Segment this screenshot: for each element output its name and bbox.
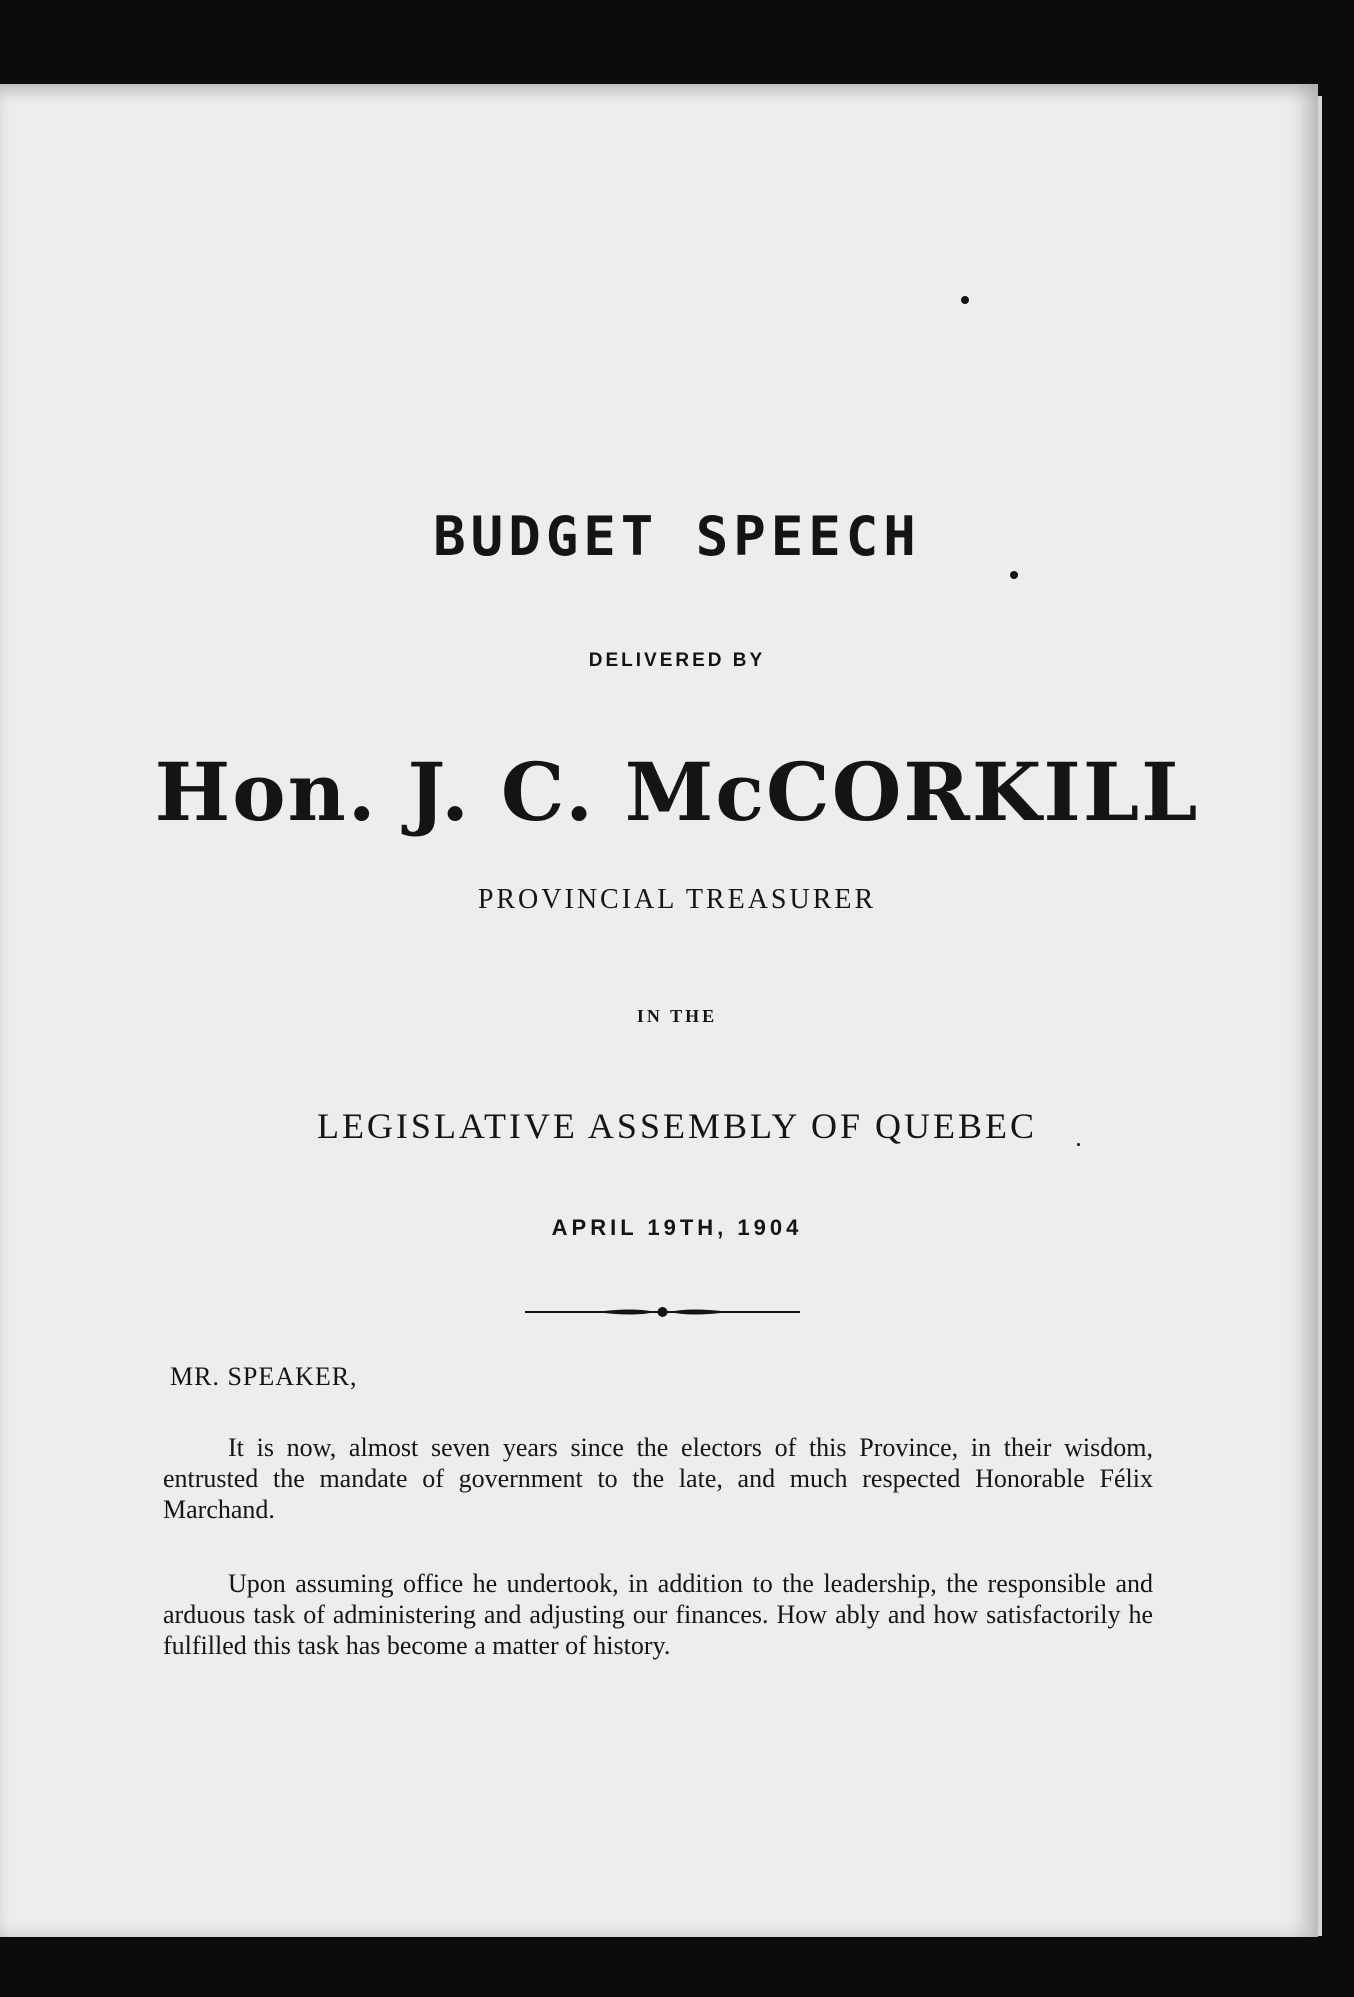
ink-speck	[1010, 571, 1018, 579]
delivered-by-line: DELIVERED BY	[588, 650, 766, 671]
ornamental-divider	[525, 1300, 800, 1324]
paragraph-2: Upon assuming office he undertook, in addition to the leadership, the responsible and arduous task of administering and adjusting our finances. How ably and how satisfactorily he fulfilled this task has become a matter of history.	[163, 1569, 1153, 1660]
ink-speck	[961, 296, 969, 304]
paragraph-1: It is now, almost seven years since the electors of this Province, in their wisdom, entrusted the mandate of government to the late, and much respected Honorable Félix Marchand.	[163, 1433, 1153, 1524]
salutation: MR. SPEAKER,	[170, 1362, 358, 1391]
speaker-name: Hon. J. C. McCORKILL	[154, 745, 1200, 839]
speech-date: APRIL 19TH, 1904	[551, 1215, 803, 1240]
in-the-line: IN THE	[636, 1006, 718, 1026]
document-title: BUDGET SPEECH	[433, 505, 921, 568]
assembly-name: LEGISLATIVE ASSEMBLY OF QUEBEC	[316, 1106, 1038, 1146]
speaker-role: PROVINCIAL TREASURER	[477, 884, 877, 915]
